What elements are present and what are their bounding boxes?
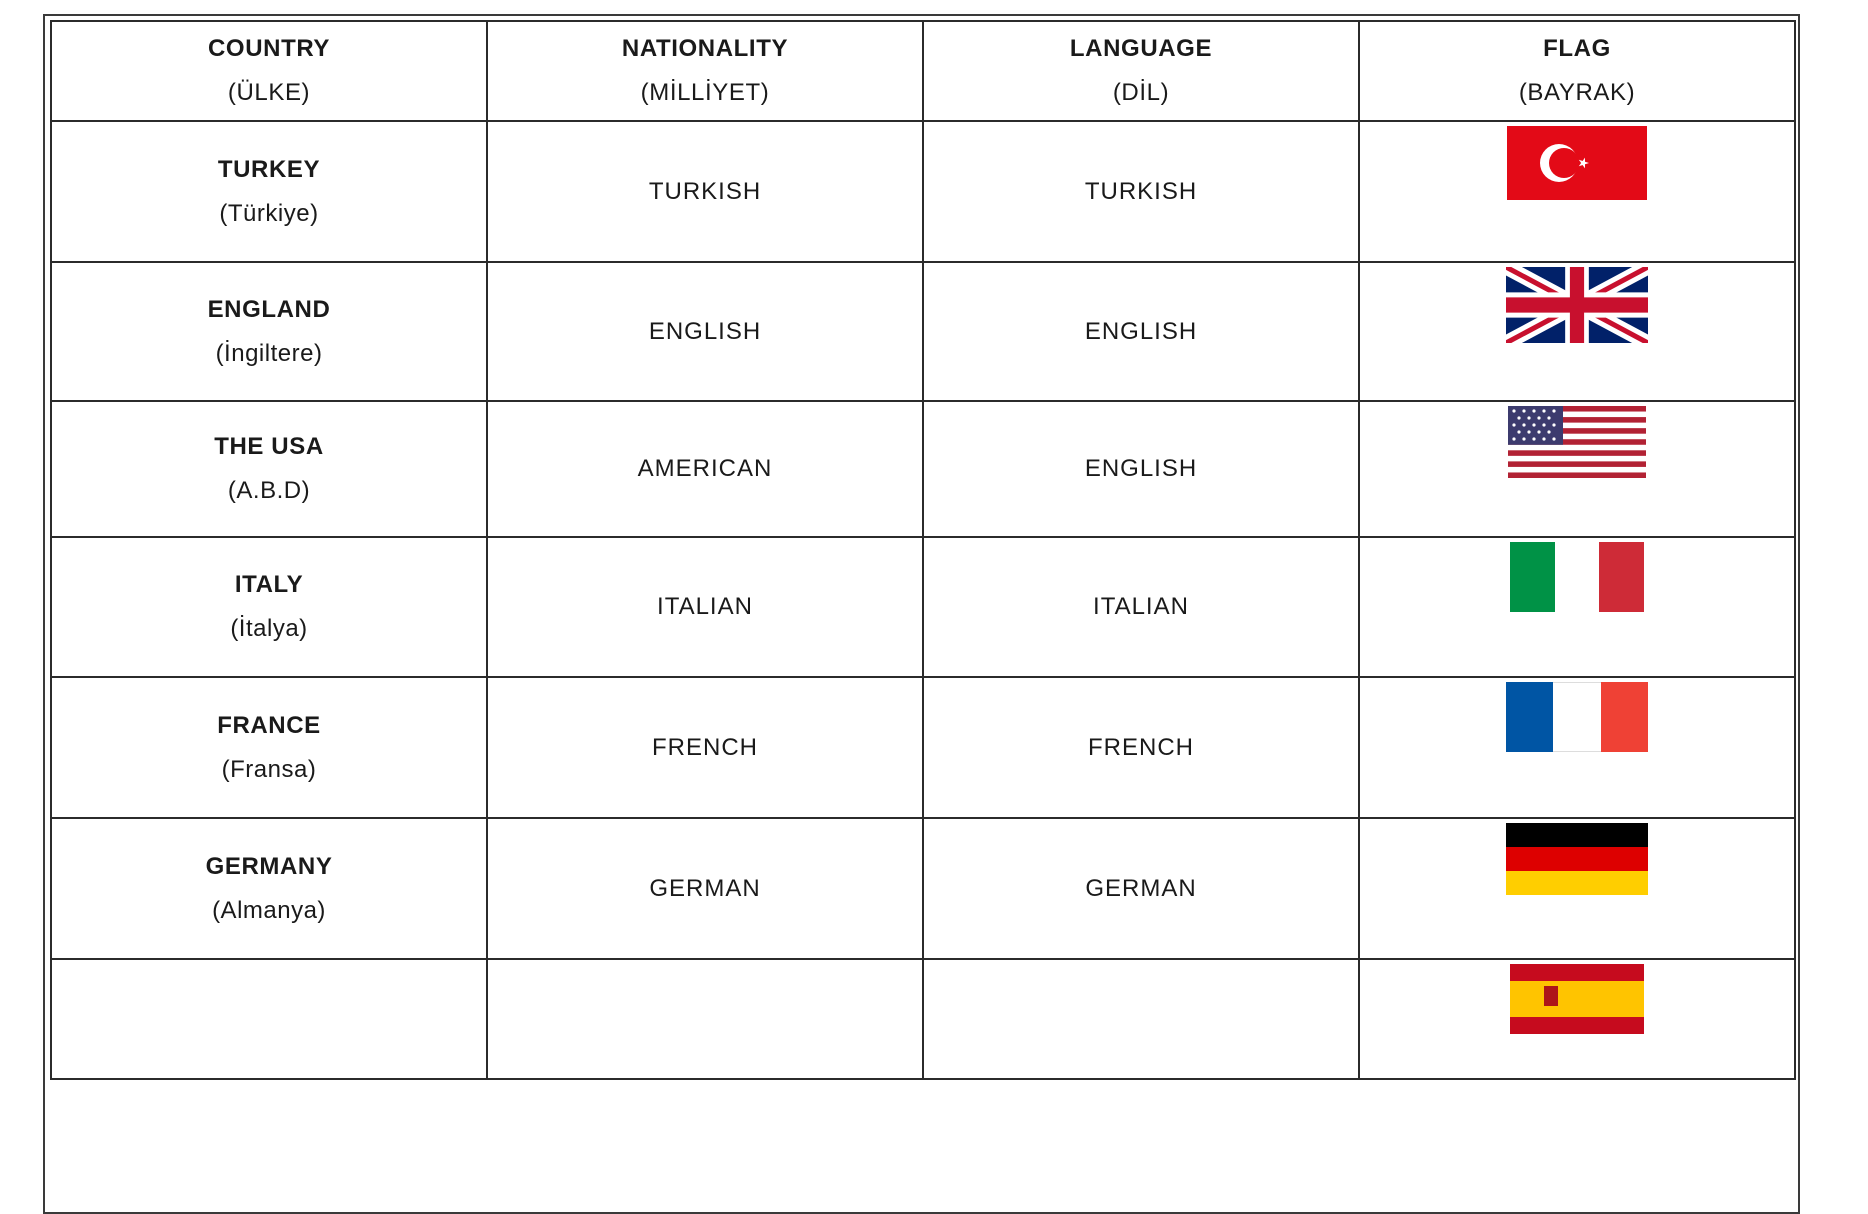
table-frame [43, 14, 1800, 1214]
header-country-label: COUNTRY [208, 35, 330, 62]
country-name: FRANCE [217, 711, 321, 739]
france-flag-icon [1506, 682, 1648, 752]
table-row [51, 537, 1795, 677]
country-cell [51, 537, 487, 677]
header-language [923, 21, 1359, 121]
table-row [51, 401, 1795, 537]
country-name: GERMANY [205, 852, 333, 880]
header-language-label: LANGUAGE [1069, 35, 1213, 62]
usa-flag-icon [1508, 406, 1646, 478]
language-value: ENGLISH [1084, 317, 1198, 345]
nationality-value: FRENCH [652, 733, 758, 761]
country-cell [51, 818, 487, 959]
language-cell [923, 677, 1359, 818]
country-name: ENGLAND [207, 295, 331, 323]
language-cell [923, 121, 1359, 262]
nationality-cell [487, 121, 923, 262]
country-name: TURKEY [217, 155, 321, 183]
language-value: ENGLISH [1084, 455, 1198, 482]
italy-flag-icon [1510, 542, 1644, 612]
nationality-cell [487, 537, 923, 677]
header-row [51, 21, 1795, 121]
language-value: GERMAN [1085, 874, 1197, 902]
header-flag-label: FLAG [1543, 35, 1611, 62]
language-cell [923, 537, 1359, 677]
country-local-name: (Türkiye) [219, 199, 319, 227]
nationality-cell [487, 818, 923, 959]
table-row [51, 121, 1795, 262]
flag-cell [1359, 401, 1795, 537]
country-local-name: (İtalya) [230, 615, 308, 642]
nationality-cell [487, 959, 923, 1079]
language-cell [923, 401, 1359, 537]
germany-flag-icon [1506, 823, 1648, 895]
nationality-cell [487, 262, 923, 401]
country-table [50, 20, 1796, 1080]
flag-cell [1359, 959, 1795, 1079]
nationality-value: AMERICAN [637, 455, 773, 482]
country-local-name: (Almanya) [212, 896, 326, 924]
header-language-translation: (DİL) [1112, 79, 1170, 106]
header-nationality-translation: (MİLLİYET) [640, 79, 770, 106]
header-flag-translation: (BAYRAK) [1518, 79, 1636, 106]
header-country [51, 21, 487, 121]
country-local-name: (İngiltere) [215, 339, 323, 367]
country-cell [51, 262, 487, 401]
country-cell [51, 959, 487, 1079]
country-cell [51, 121, 487, 262]
nationality-value: ENGLISH [648, 317, 762, 345]
flag-cell [1359, 818, 1795, 959]
nationality-value: TURKISH [648, 177, 762, 205]
uk-flag-icon [1506, 267, 1648, 343]
country-local-name: (A.B.D) [227, 477, 311, 504]
header-nationality-label: NATIONALITY [621, 35, 789, 62]
nationality-cell [487, 401, 923, 537]
table-row [51, 818, 1795, 959]
language-cell [923, 818, 1359, 959]
flag-cell [1359, 537, 1795, 677]
flag-cell [1359, 121, 1795, 262]
flag-cell [1359, 677, 1795, 818]
table-row [51, 262, 1795, 401]
country-name: ITALY [234, 571, 304, 598]
spain-flag-icon [1510, 964, 1644, 1034]
language-cell [923, 959, 1359, 1079]
country-cell [51, 401, 487, 537]
country-name: THE USA [214, 433, 324, 460]
header-country-translation: (ÜLKE) [227, 79, 311, 106]
table-row [51, 959, 1795, 1079]
language-cell [923, 262, 1359, 401]
nationality-value: GERMAN [649, 874, 761, 902]
language-value: FRENCH [1088, 733, 1194, 761]
country-local-name: (Fransa) [221, 755, 317, 783]
nationality-value: ITALIAN [657, 593, 753, 620]
language-value: ITALIAN [1093, 593, 1189, 620]
flag-cell [1359, 262, 1795, 401]
nationality-cell [487, 677, 923, 818]
turkey-flag-icon [1507, 126, 1647, 200]
table-row [51, 677, 1795, 818]
header-flag [1359, 21, 1795, 121]
language-value: TURKISH [1084, 177, 1198, 205]
header-nationality [487, 21, 923, 121]
country-cell [51, 677, 487, 818]
